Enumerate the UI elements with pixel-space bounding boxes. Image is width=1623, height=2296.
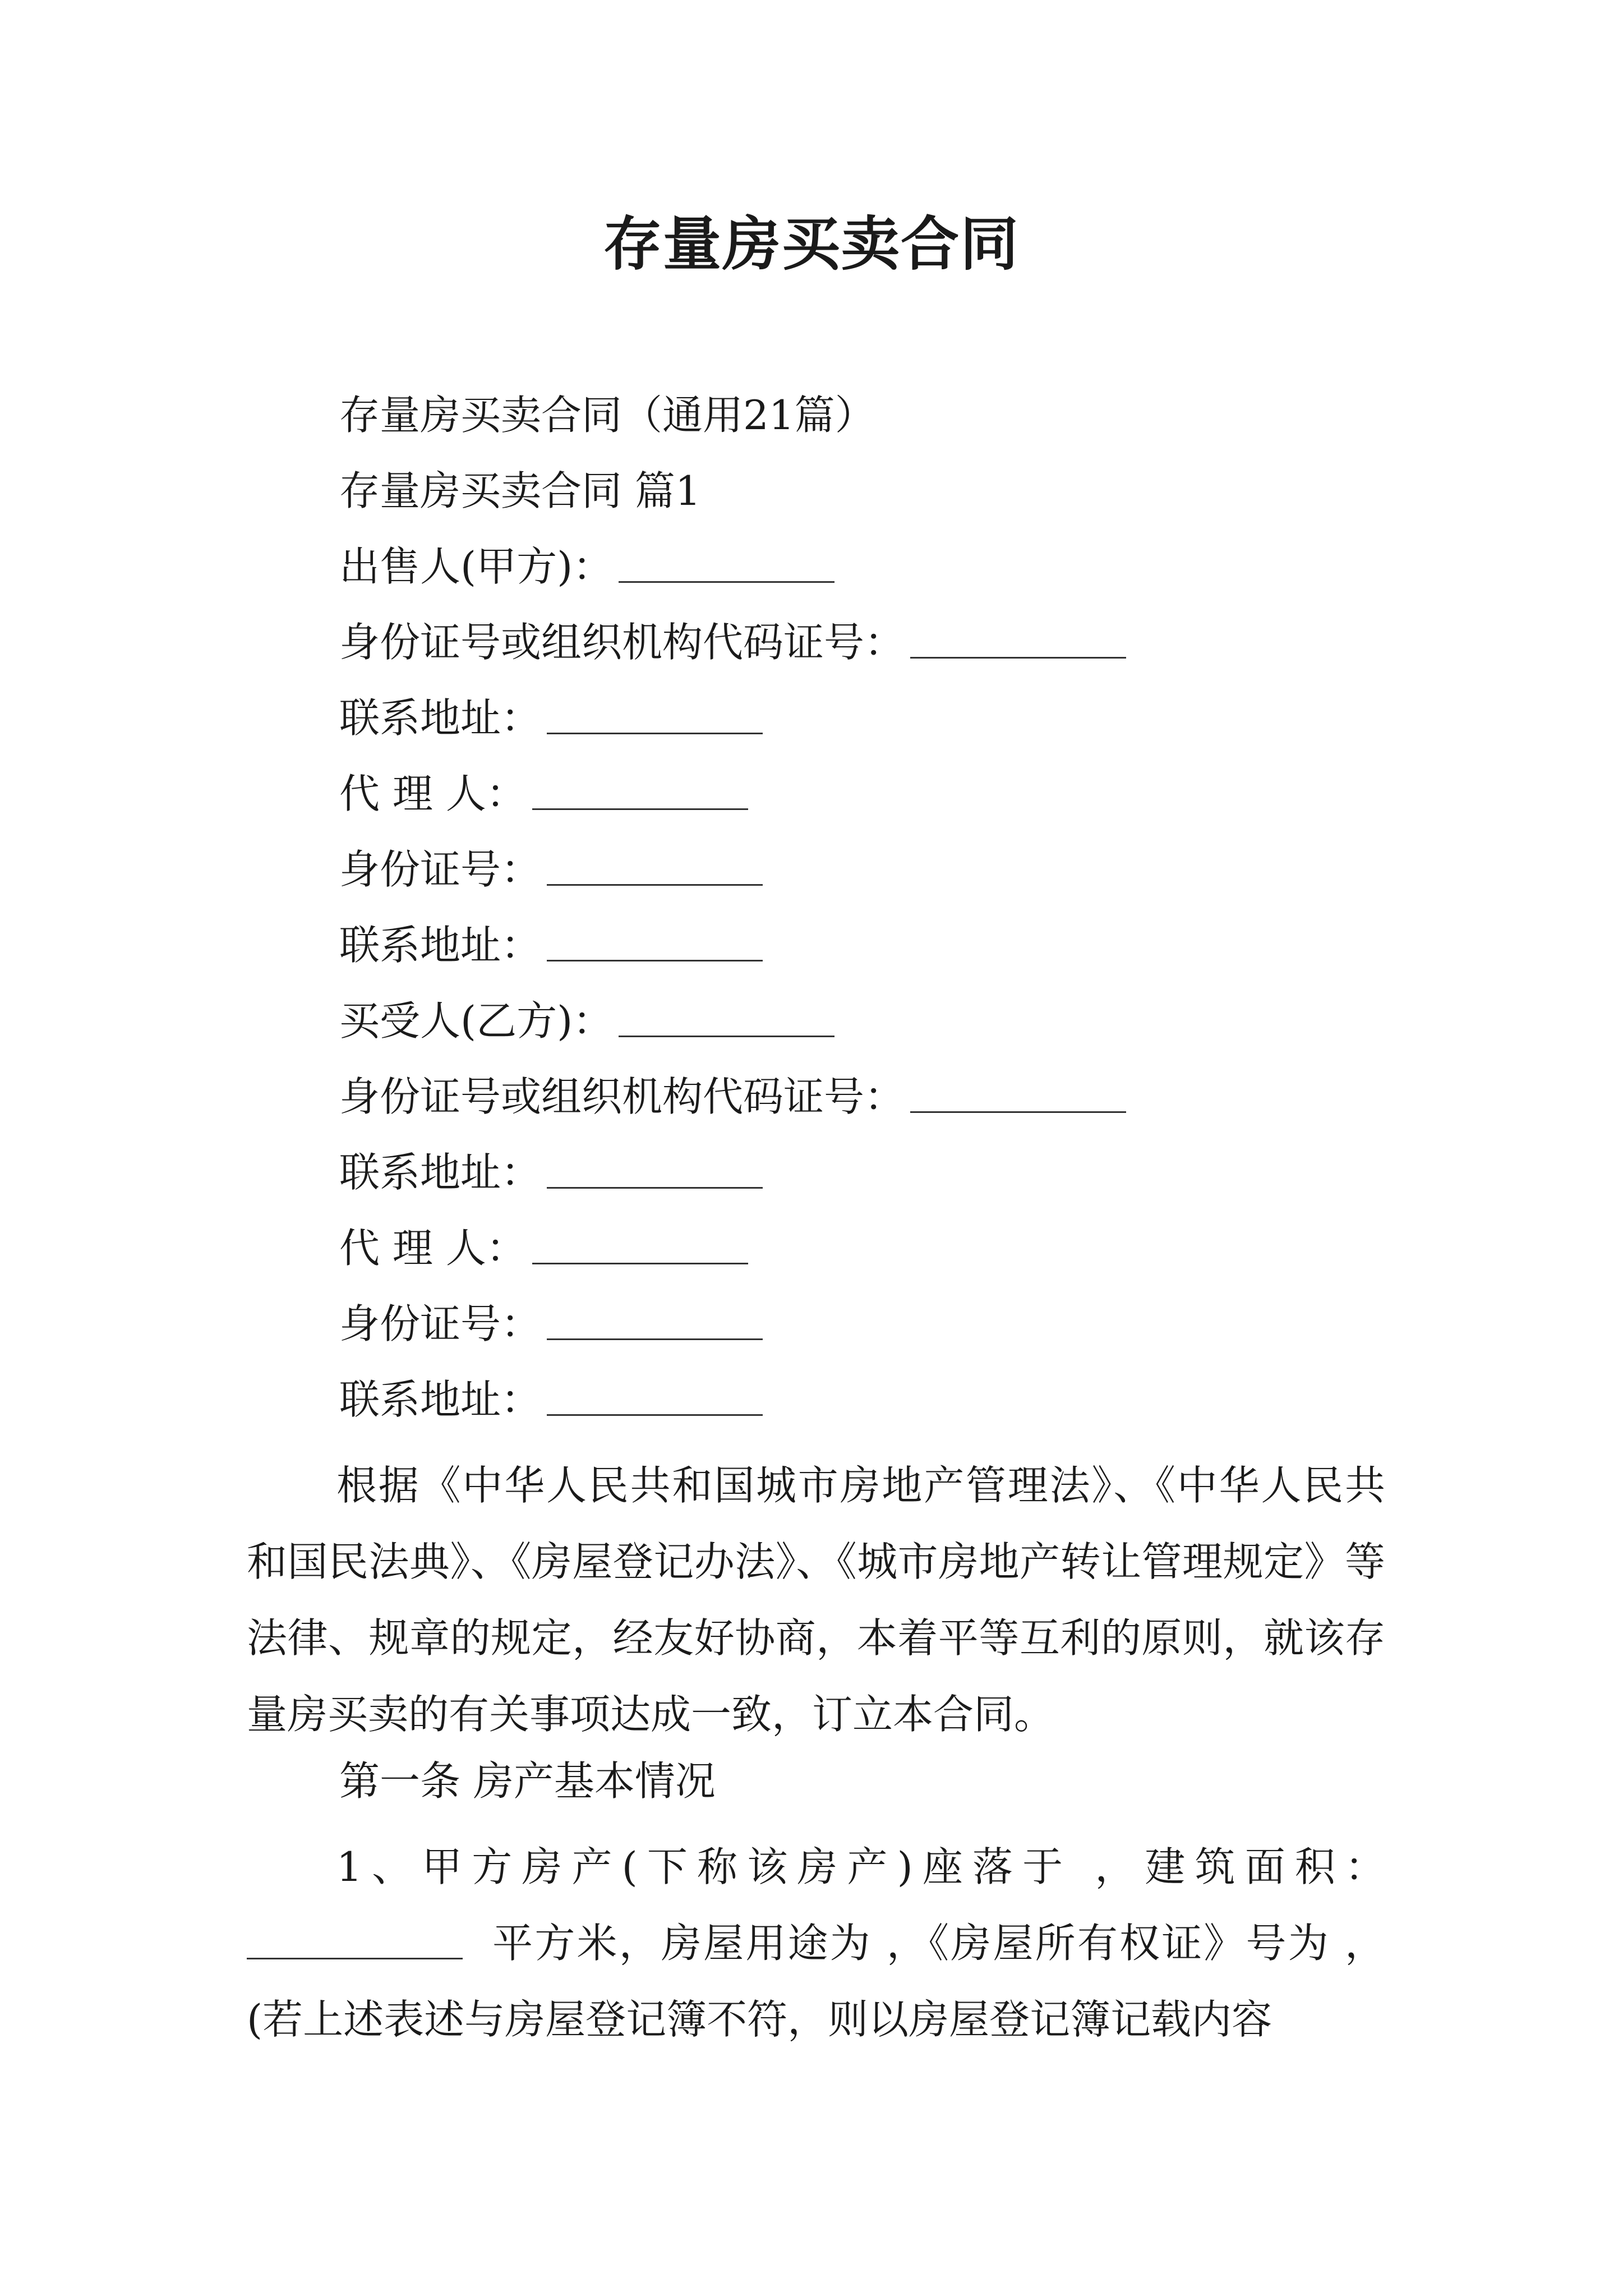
- buyer-line: [339, 993, 834, 1049]
- article-1-heading: 第一条 房产基本情况: [339, 1757, 716, 1805]
- buyer-agent-id-line: [339, 1296, 763, 1352]
- seller-agent-blank: [532, 797, 748, 810]
- buyer-agent-address-line: [339, 1372, 763, 1428]
- clause-1-area-blank: [247, 1947, 463, 1959]
- seller-address-label: 联系地址：: [339, 694, 542, 742]
- buyer-label: 买受人(乙方)：: [339, 997, 614, 1045]
- seller-agent-line: [339, 766, 748, 822]
- seller-label: 出售人(甲方)：: [339, 543, 614, 590]
- seller-id-blank: [910, 646, 1126, 659]
- buyer-id-blank: [910, 1100, 1126, 1113]
- piece-heading: 存量房买卖合同 篇1: [339, 467, 701, 514]
- buyer-agent-address-blank: [547, 1403, 763, 1416]
- buyer-address-line: [339, 1144, 763, 1200]
- seller-agent-id-label: 身份证号：: [339, 846, 542, 893]
- buyer-agent-blank: [532, 1251, 748, 1264]
- clause-1-text-part2: 平方米，房屋用途为 ，《房屋所有权证》号为 ，(若上述表述与房屋登记簿不符，则以房屋登记簿记载内容: [247, 1920, 1385, 2043]
- buyer-address-blank: [547, 1176, 763, 1189]
- buyer-address-label: 联系地址：: [339, 1149, 542, 1196]
- seller-agent-address-label: 联系地址：: [339, 922, 542, 969]
- seller-agent-id-line: [339, 841, 763, 898]
- seller-address-blank: [547, 721, 763, 734]
- clause-1-text-part1: 1、甲方房产(下称该房产)座落于 ，建筑面积：: [336, 1843, 1385, 1890]
- buyer-agent-id-label: 身份证号：: [339, 1300, 542, 1347]
- seller-id-label: 身份证号或组织机构代码证号：: [339, 619, 905, 666]
- seller-agent-address-line: [339, 917, 763, 973]
- buyer-blank: [619, 1024, 834, 1037]
- buyer-agent-line: [339, 1220, 748, 1276]
- seller-agent-address-blank: [547, 949, 763, 961]
- seller-blank: [619, 570, 834, 583]
- seller-agent-label: 代 理 人：: [339, 770, 527, 817]
- buyer-id-label: 身份证号或组织机构代码证号：: [339, 1073, 905, 1120]
- buyer-agent-id-blank: [547, 1327, 763, 1340]
- preamble-paragraph: 根据《中华人民共和国城市房地产管理法》、《中华人民共和国民法典》、《房屋登记办法》、《城市房地产转让管理规定》等法律、规章的规定，经友好协商，本着平等互利的原则，就该存量房买卖的有关事项达成一致，订立本合同。: [247, 1462, 1385, 1738]
- buyer-agent-address-label: 联系地址：: [339, 1376, 542, 1423]
- seller-line: [339, 539, 834, 595]
- document-title: 存量房买卖合同: [603, 210, 1020, 278]
- seller-id-line: [339, 614, 1126, 670]
- seller-address-line: [339, 690, 763, 746]
- buyer-agent-label: 代 理 人：: [339, 1225, 527, 1272]
- clause-1-paragraph: [247, 1829, 1385, 2058]
- seller-agent-id-blank: [547, 873, 763, 886]
- buyer-id-line: [339, 1069, 1126, 1125]
- document-subtitle: 存量房买卖合同（通用21篇）: [339, 392, 875, 439]
